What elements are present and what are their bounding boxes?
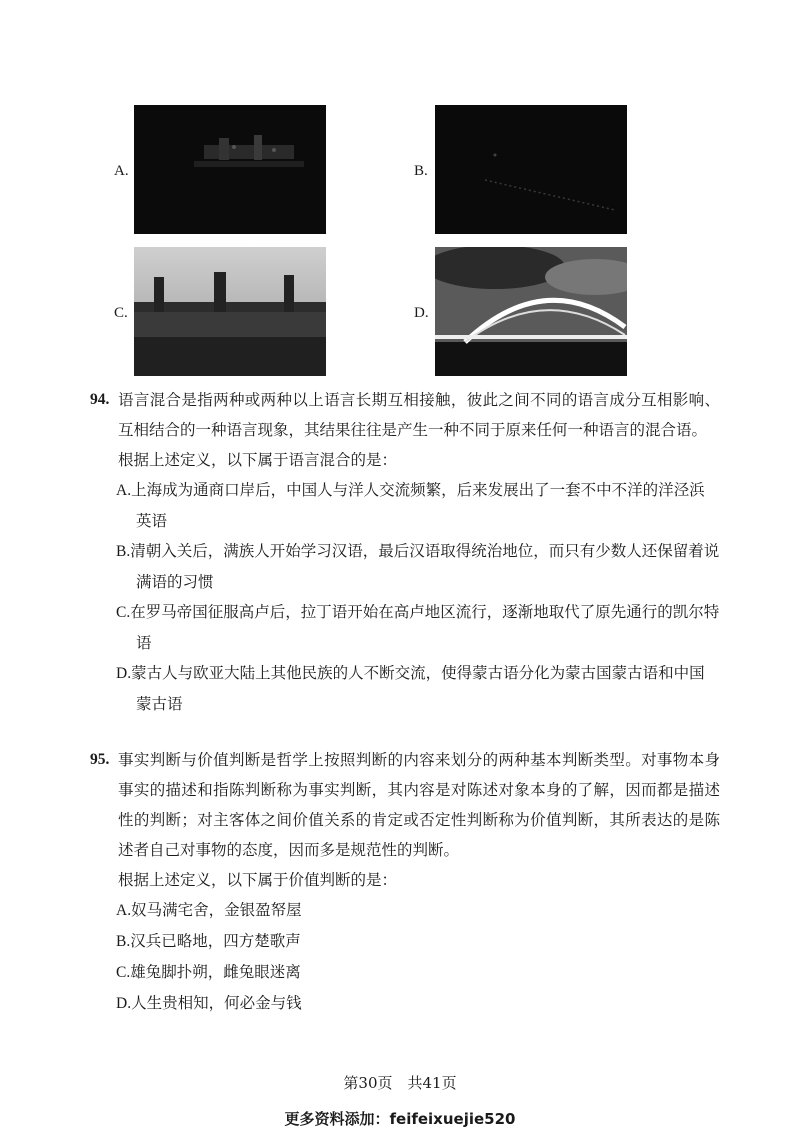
image-option-a-label: A. [114,163,129,179]
option-d[interactable] [90,988,720,1019]
option-c[interactable] [90,957,720,988]
option-letter: C. [116,964,131,981]
option-text: 汉兵已略地，四方楚歌声 [130,932,301,950]
option-letter: A. [116,902,132,919]
option-text: 蒙古人与欧亚大陆上其他民族的人不断交流，使得蒙古语分化为蒙古国蒙古语和中国蒙古语 [131,664,705,713]
option-b[interactable] [90,536,720,597]
option-text: 雄兔脚扑朔，雌兔眼迷离 [130,963,301,981]
question-prompt: 根据上述定义，以下属于语言混合的是： [118,451,398,469]
option-a[interactable] [90,895,720,926]
image-option-d-label: D. [414,305,429,321]
image-option-b-photo [435,105,627,234]
image-option-c-label: C. [114,305,128,321]
option-letter: B. [116,933,131,950]
option-letter: A. [116,482,132,499]
question-95 [90,745,720,1019]
promo-text: 更多资料添加：feifeixuejie520 [284,1110,516,1128]
question-94 [90,385,720,719]
option-letter: D. [116,995,132,1012]
option-text: 清朝入关后，满族人开始学习汉语，最后汉语取得统治地位，而只有少数人还保留着说满语的习惯 [130,542,720,591]
image-option-b-label: B. [414,163,428,179]
image-option-d-photo [435,247,627,376]
option-b[interactable] [90,926,720,957]
option-text: 奴马满宅舍，金银盈帑屋 [131,901,302,919]
option-text: 在罗马帝国征服高卢后，拉丁语开始在高卢地区流行，逐渐地取代了原先通行的凯尔特语 [130,603,720,652]
page-footer: 第30页 共41页 [343,1074,457,1092]
question-stem: 事实判断与价值判断是哲学上按照判断的内容来划分的两种基本判断类型。对事物本身事实的描述和指陈判断称为事实判断，其内容是对陈述对象本身的了解，因而都是描述性的判断；对主客体之间价值关系的肯定或否定性判断称为价值判断，其所表达的是陈述者自己对事物的态度，因而多是规范性的判断。 [118,751,720,859]
question-stem: 语言混合是指两种或两种以上语言长期互相接触，彼此之间不同的语言成分互相影响、互相结合的一种语言现象，其结果往往是产生一种不同于原来任何一种语言的混合语。 [118,391,720,439]
option-letter: B. [116,543,131,560]
option-letter: D. [116,665,132,682]
image-option-a-photo [134,105,326,234]
question-number: 94. [90,391,110,408]
question-prompt: 根据上述定义，以下属于价值判断的是： [118,871,398,889]
option-c[interactable] [90,597,720,658]
option-letter: C. [116,604,131,621]
option-text: 上海成为通商口岸后，中国人与洋人交流频繁，后来发展出了一套不中不洋的洋泾浜英语 [131,481,705,530]
option-text: 人生贵相知，何必金与钱 [131,994,302,1012]
image-option-c-photo [134,247,326,376]
question-number: 95. [90,751,110,768]
option-d[interactable] [90,658,720,719]
option-a[interactable] [90,475,720,536]
